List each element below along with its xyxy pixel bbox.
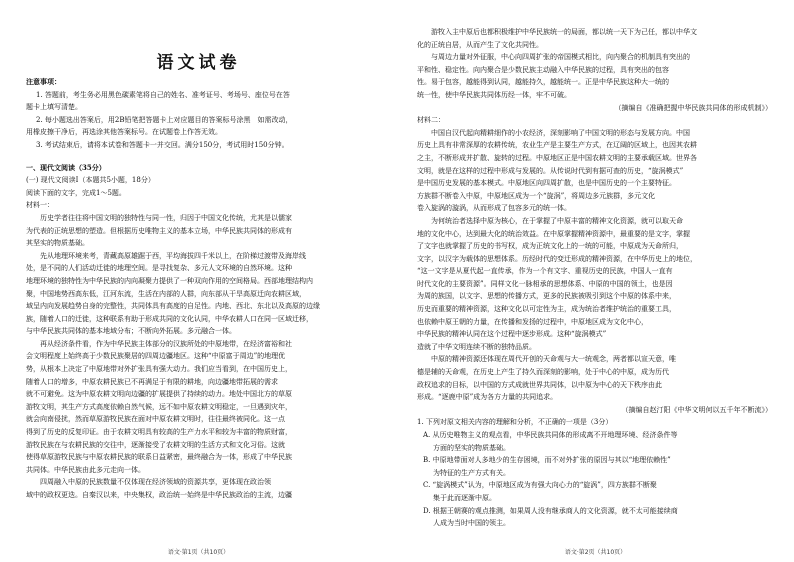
- paragraph-line: 中国自汉代起向精耕细作的小农经济，深刻影响了中国文明的形态与发展方向。中国: [431, 128, 690, 137]
- paragraph-line: 形成。“逐鹿中原”成为各方力量的共同追求。: [417, 393, 558, 402]
- paragraph-line: 域中的政权更迭。自秦汉以来，中央集权，政治统一始终是中华民族政治的主流，边疆: [26, 491, 292, 499]
- left-column: [26, 76, 379, 502]
- paragraph-line: 就不可避免。这为中原农耕文明向边疆的扩展提供了持续的动力。地处中国北方的草原: [26, 390, 292, 399]
- paragraph-line: 会文明程度上始终高于少数民族聚居的四周边疆地区。这种“中原富于周边”的地理优: [26, 352, 286, 361]
- notice-line: 题卡上填写清楚。: [26, 103, 82, 112]
- right-column: [417, 26, 772, 530]
- paragraph-line: 游牧文明，其生产方式高度依赖自然气候，远不如中原农耕文明稳定，一旦遇到灾年，: [26, 402, 292, 411]
- section-heading: 一、现代文阅读（35分）: [26, 162, 106, 172]
- question-stem: 1. 下列对原文相关内容的理解和分析，不正确的一项是（3分）: [417, 418, 613, 427]
- paragraph-line: 时代文化的主要资源”。同样文化一脉相承的思想体系、中原的中国的领土，也是因: [417, 279, 673, 288]
- paragraph-line: 就会向南侵扰，然而草原游牧民族在面对中原农耕文明时，往往最终被同化。这一点: [26, 415, 285, 424]
- paragraph-line: 为何统治者选择中原为核心，在于掌握了中原丰富的精神文化资源，就可以取天命: [431, 216, 683, 225]
- paragraph-line: 也依赖中原王朝的力量，在传播和发扬的过程中，中原地区成为文化中心，: [417, 317, 648, 326]
- paragraph-line: 族，随着人口的迁徙，这种联系有助于形成共同的文化认同，中华农耕人口在同一区域迁移，: [26, 314, 313, 323]
- option-line: D. 根据王朝赛的观点推测，如果周人没有继承商人的文化资源，就不太可能接续商: [423, 506, 678, 515]
- notice-list: [26, 89, 379, 152]
- material-label: 材料二：: [417, 116, 445, 125]
- paragraph-line: 游牧入主中原后也都积极维护中华民族统一的局面，都以统一天下为己任，都以中华文: [431, 28, 697, 36]
- paragraph-line: 平和性、稳定性。向内聚合是少数民族主动融入中华民族的过程，具有突出的包容: [417, 65, 669, 74]
- paragraph-line: 与中华民族共同体的基本地域分布；不断向外拓展。多元融合一体。: [26, 327, 236, 336]
- paragraph-line: 德是辅的天命观，在历史上产生了持久而深刻的影响，处于中心的中原，成为历代: [417, 368, 669, 377]
- notice-line: 用橡皮擦干净后，再选涂其他答案标号。在试题卷上作答无效。: [26, 128, 222, 137]
- paragraph-line: 文字，以汉字为载体的思想体系。历经时代的变迁形成的精神资源，在中华历史上的地位，: [417, 254, 697, 263]
- notice-line: 1. 答题前，考生务必用黑色碳素笔将自己的姓名、准考证号、考场号、座位号在答: [36, 90, 290, 99]
- paragraph-line: 地的文化中心，达到最大化的统治效益。在中原掌握精神资源中，最重要的是文字，掌握: [417, 229, 690, 238]
- paragraph-line: 了文字也就掌握了历史的书写权，成为正统文化上的一统的可能，中原成为天命所归，: [417, 242, 683, 251]
- paragraph-line: 地理环境的独特性为中华民族的内向凝聚力提供了一种双向作用的空间格局。西部地理结构内: [26, 276, 313, 285]
- paragraph-line: “这一文字是从夏代起一直传承，作为一个有文字、重视历史的民族，中国人一直有: [417, 267, 673, 276]
- paragraph-line: 性。易于包容，越能得到认同，越能持久，越能统一。正是中华民族这种大一统的: [417, 78, 669, 87]
- page-footer: 语文·第2页（共10页）: [564, 549, 627, 556]
- paragraph-line: 中原的精神资源还体现在周代开创的天命观与大一统观念，两者都以宣天意，唯: [431, 355, 676, 364]
- paragraph-line: 共同体。中华民族由此多元走向一体。: [26, 465, 145, 474]
- paragraph-line: 处，是不同的人们活动迁徙的地理空间。是寻找复杂、多元人文环境的自然环境。这种: [26, 264, 292, 273]
- paragraph-line: 为周的族国，以文字、思想的传播方式，更多的民族被吸引到这个中原的体系中来，: [417, 292, 676, 301]
- paragraph-line: 历史而重要的精神资源，这种文化以可定性为主，成为统治者维护统治的重要工具，: [417, 305, 676, 314]
- paragraph-line: 政权追求的目标，以中国的方式成就世界共同体，以中原为中心的天下秩序由此: [417, 380, 662, 389]
- paragraph-line: 之主，不断形成并扩散、旋转的过程。中原地区正是中国农耕文明的主要承载区域。世界各: [417, 153, 697, 162]
- instruction: 阅读下面的文字，完成1～5题。: [26, 188, 126, 197]
- option-line: C. “旋涡模式”认为，中原地区成为有强大向心力的“旋涡”，四方族群不断聚: [423, 481, 657, 490]
- paragraph-line: 方族群不断卷入中原，中原地区成为一个“旋涡”，将周边多元族群，多元文化: [417, 191, 656, 200]
- right-page: [397, 0, 794, 562]
- source-citation: （摘编自《准确把握中华民族共同体的形成机制》）: [614, 103, 772, 112]
- paragraph-line: 四周融入中原的民族数量不仅体现在经济领域的资源共享，更体现在政治领: [40, 478, 271, 487]
- material-label: 材料一：: [26, 201, 54, 210]
- page-footer: 语文·第1页（共10页）: [167, 549, 230, 556]
- source-citation: （摘编自赵汀阳《中华文明何以五千年不断流》）: [621, 405, 772, 414]
- paragraph-line: 使得草原游牧民族与中原农耕民族的联系日益紧密，最终融合为一体，形成了中华民族: [26, 453, 292, 462]
- sub-heading: (一) 现代文阅读Ⅰ（本题共5小题，18分）: [26, 176, 155, 185]
- right-paragraphs-mid: [417, 127, 772, 404]
- paragraph-line: 先从地理环境来考，青藏高原雄踞于西，平均海拔四千米以上，在阶梯过渡带及海岸线: [40, 251, 306, 260]
- paragraph-line: 为代表的正统思想的塑造。但根据历史唯物主义的基本立场，中华民族共同体的形成有: [26, 226, 292, 235]
- paragraph-line: 历史学者往往将中国文明的独特性与同一性，归因于中国文化传统，尤其是以儒家: [40, 213, 292, 222]
- paragraph-line: 再从经济条件看，作为中华民族主体部分的汉族所处的中原地带，在经济富裕和社: [40, 339, 292, 348]
- right-paragraphs-top: [417, 26, 772, 102]
- paragraph-line: 势，从根本上决定了中原地带对外扩张具有强大动力。我们应当看到，在中国历史上，: [26, 365, 292, 374]
- paragraph-line: 游牧民族在与农耕民族的交往中，逐渐接受了农耕文明的生活方式和文化习俗。这就: [26, 440, 285, 449]
- notice-heading: 注意事项：: [26, 77, 61, 86]
- paragraph-line: 历史上具有非常深厚的农耕传统，农业生产是主要生产方式，在辽阔的区域上，也因其农耕: [417, 141, 697, 150]
- exam-title: 语文试卷: [156, 53, 241, 73]
- paragraph-line: 造就了中华文明连续不断的独特品质。: [417, 342, 536, 351]
- option-line: 人成为当时中国的领主。: [433, 519, 510, 528]
- left-paragraphs: [26, 212, 379, 502]
- paragraph-line: 随着人口的增多，中原农耕民族已不再满足于有限的耕地，向边疆地带拓展的需求: [26, 377, 278, 386]
- option-line: A. 从历史唯物主义的观点看，中华民族共同体的形成离不开地理环境、经济条件等: [423, 431, 678, 439]
- notice-line: 2. 每小题选出答案后，用2B铅笔把答题卡上对应题目的答案标号涂黑 如需改动，: [36, 115, 293, 124]
- paragraph-line: 聚，中国地势西高东低，江河东流，生活在内部的人群，向东部从干旱高原迁向农耕区域，: [26, 289, 306, 298]
- paragraph-line: 是中国历史发展的基本模式。中原地区向四周扩散，也是中国历史的一个主要特征。: [417, 179, 676, 188]
- option-line: 方面的坚实的物质基础。: [433, 443, 510, 452]
- paragraph-line: 域呈内向发展趋势自身的完整性，共同体具有高度的自足性。内地、西北、东北以及高原的边缘: [26, 302, 320, 311]
- paragraph-line: 其坚实的物质基础。: [26, 239, 89, 248]
- paragraph-line: 得到了历史的反复印证。由于农耕文明具有较高的生产力水平和较为丰富的物质财富，: [26, 428, 292, 437]
- paragraph-line: 统一性，使中华民族共同体历经一体，牢不可破。: [417, 90, 571, 99]
- paragraph-line: 文明，就是在这样的过程中形成与发展的。从传说时代到有据可查的历史，“旋涡模式”: [417, 166, 684, 175]
- option-line: 为特征的生产方式有关。: [433, 468, 510, 477]
- notice-line: 3. 考试结束后，请将本试卷和答题卡一并交回。满分150分，考试用时150分钟。: [36, 140, 289, 149]
- answer-options: [417, 429, 772, 530]
- paragraph-line: 化的正统自居，从而产生了文化共同性。: [417, 40, 543, 49]
- paragraph-line: 中华民族的精神认同在这个过程中逐步形成。这种“旋涡模式”: [417, 330, 607, 339]
- paragraph-line: 卷入旋涡的漩涡，从而形成了包容多元的统一体。: [417, 204, 571, 213]
- option-line: B. 中原地带面对人多地少的生存困境，而不对外扩张的原因与其以“地理依赖性”: [423, 456, 671, 465]
- paragraph-line: 与周边力量对外征服，中心向四周扩张的帝国模式相比，向内聚合的机制具有突出的: [431, 53, 690, 62]
- option-line: 集于此而逐渐中原。: [433, 493, 496, 502]
